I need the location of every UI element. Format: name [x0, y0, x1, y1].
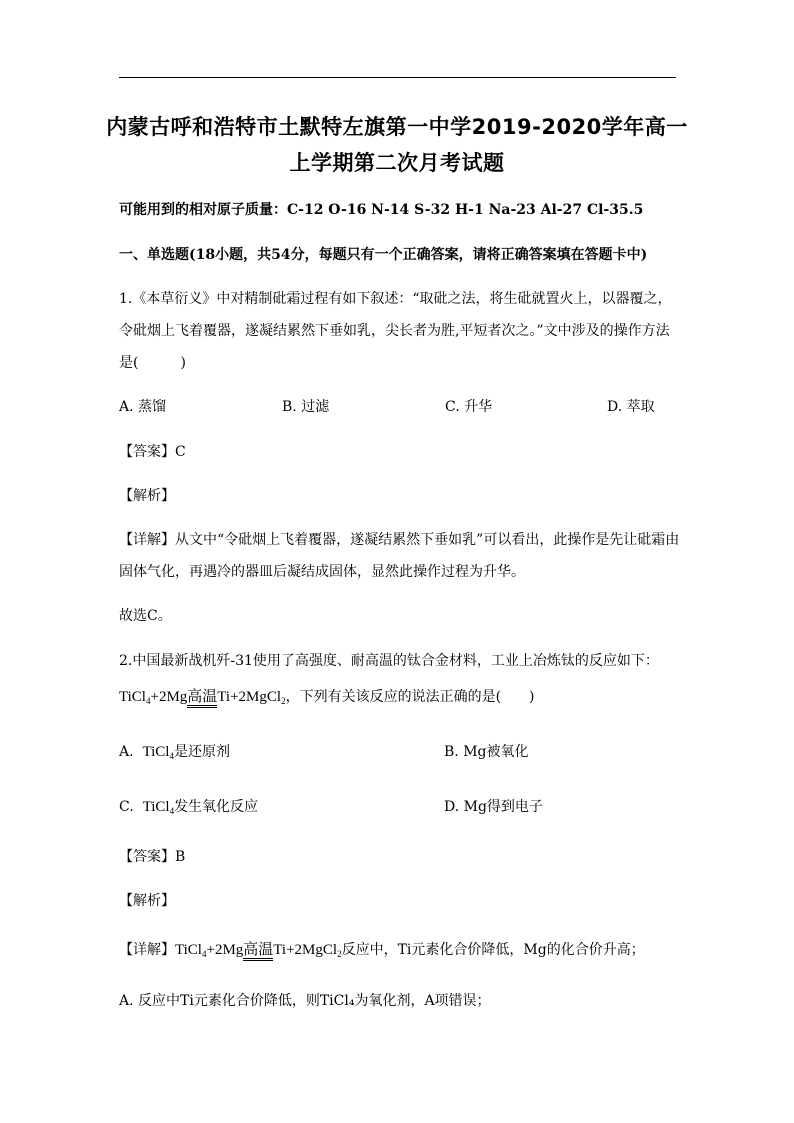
q1-option-d: D. 萃取	[607, 399, 655, 415]
page-title-line-2: 上学期第二次月考试题	[289, 151, 505, 175]
q1-conclusion: 故选C。	[119, 608, 172, 624]
q1-stem-line-3: 是( )	[119, 355, 186, 371]
q2-stem-line-1: 2.中国最新战机歼-31使用了高强度、耐高温的钛合金材料，工业上冶炼钛的反应如下：	[119, 653, 659, 669]
q1-analysis-label: 【解析】	[119, 488, 175, 504]
q1-option-a: A. 蒸馏	[119, 399, 167, 415]
q1-detail-line-2: 固体气化，再遇冷的器皿后凝结成固体，显然此操作过程为升华。	[119, 564, 525, 580]
q1-stem-line-1: 1.《本草衍义》中对精制砒霜过程有如下叙述：“取砒之法，将生砒就置火上，以器覆之，	[119, 291, 672, 307]
reaction-condition: 高温	[187, 689, 217, 708]
section-heading: 一、单选题(18小题，共54分，每题只有一个正确答案，请将正确答案填在答题卡中)	[119, 247, 648, 263]
atomic-mass-note: 可能用到的相对原子质量：C-12 O-16 N-14 S-32 H-1 Na-23 Al-27 Cl-35.5	[119, 202, 644, 218]
header-rule	[119, 77, 676, 78]
q1-detail-line-1: 【详解】从文中“令砒烟上飞着覆器，遂凝结累然下垂如乳”可以看出，此操作是先让砒霜由	[119, 532, 680, 548]
q2-option-d: D. Mg得到电子	[444, 799, 543, 815]
q1-option-c: C. 升华	[445, 399, 493, 415]
page-title-line-1: 内蒙古呼和浩特市土默特左旗第一中学2019-2020学年高一	[106, 115, 688, 139]
q2-detail: 【详解】TiCl$_4$+2Mg高温Ti+2MgCl$_2$反应中，Ti元素化合价降低，Mg的化合价升高；	[119, 942, 645, 959]
q2-answer: 【答案】B	[119, 849, 186, 865]
reaction-equation: TiCl$_4$+2Mg高温Ti+2MgCl$_2$	[119, 689, 286, 706]
q2-stem-line-2: TiCl$_4$+2Mg高温Ti+2MgCl$_2$，下列有关该反应的说法正确的是( )	[119, 689, 535, 706]
q2-analysis-label: 【解析】	[119, 893, 175, 909]
q1-stem-line-2: 令砒烟上飞着覆器，遂凝结累然下垂如乳，尖长者为胜,平短者次之。”文中涉及的操作方法	[119, 323, 670, 339]
q1-option-b: B. 过滤	[282, 399, 330, 415]
q2-option-b: B. Mg被氧化	[444, 744, 529, 760]
q2-option-a-explanation: A. 反应中Ti元素化合价降低，则TiCl₄为氧化剂，A项错误；	[119, 993, 491, 1009]
q1-answer: 【答案】C	[119, 444, 186, 460]
q2-option-a: A. TiCl$_4$是还原剂	[119, 744, 230, 761]
q2-option-c: C. TiCl$_4$发生氧化反应	[119, 799, 259, 816]
